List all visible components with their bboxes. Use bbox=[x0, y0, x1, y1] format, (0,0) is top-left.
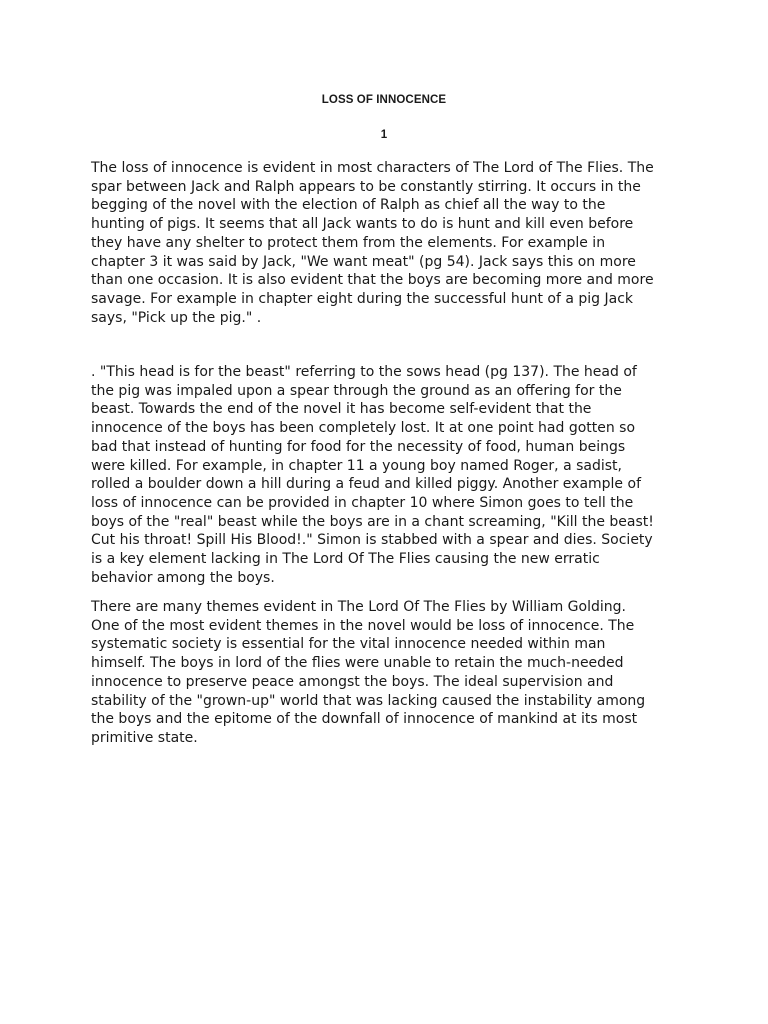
paragraph-line: the boys and the epitome of the downfall of innocence of mankind at its most bbox=[91, 711, 638, 728]
paragraph-line: beast. Towards the end of the novel it has become self-evident that the bbox=[91, 401, 592, 418]
paragraph-line: The loss of innocence is evident in most characters of The Lord of The Flies. The bbox=[91, 160, 654, 176]
paragraph-line: . "This head is for the beast" referring to the sows head (pg 137). The head of bbox=[91, 364, 637, 380]
page-number: 1 bbox=[380, 129, 388, 141]
paragraph-2 bbox=[91, 363, 681, 587]
paragraph-line: innocence to preserve peace amongst the boys. The ideal supervision and bbox=[91, 673, 614, 690]
paragraph-3 bbox=[91, 598, 681, 748]
paragraph-line: is a key element lacking in The Lord Of The Flies causing the new erratic bbox=[91, 551, 600, 568]
paragraph-line: boys of the "real" beast while the boys are in a chant screaming, "Kill the beast! bbox=[91, 513, 654, 530]
paragraph-line: hunting of pigs. It seems that all Jack wants to do is hunt and kill even before bbox=[91, 216, 634, 233]
paragraph-line: systematic society is essential for the vital innocence needed within man bbox=[91, 636, 606, 653]
paragraph-line: behavior among the boys. bbox=[91, 569, 275, 586]
paragraph-1 bbox=[91, 159, 681, 327]
paragraph-line: begging of the novel with the election of Ralph as chief all the way to the bbox=[91, 197, 606, 214]
paragraph-line: were killed. For example, in chapter 11 a young boy named Roger, a sadist, bbox=[91, 457, 622, 474]
paragraph-line: loss of innocence can be provided in chapter 10 where Simon goes to tell the bbox=[91, 494, 634, 511]
paragraph-line: they have any shelter to protect them from the elements. For example in bbox=[91, 234, 606, 251]
paragraph-line: One of the most evident themes in the novel would be loss of innocence. The bbox=[91, 617, 635, 634]
paragraph-line: bad that instead of hunting for food for the necessity of food, human beings bbox=[91, 438, 626, 455]
paragraph-line: stability of the "grown-up" world that was lacking caused the instability among bbox=[91, 692, 646, 709]
paragraph-line: rolled a boulder down a hill during a feud and killed piggy. Another example of bbox=[91, 476, 641, 493]
paragraph-line: Cut his throat! Spill His Blood!." Simon is stabbed with a spear and dies. Society bbox=[91, 532, 653, 549]
paragraph-line: primitive state. bbox=[91, 729, 198, 746]
paragraph-line: There are many themes evident in The Lord Of The Flies by William Golding. bbox=[91, 599, 626, 615]
paragraph-line: than one occasion. It is also evident that the boys are becoming more and more bbox=[91, 272, 654, 289]
document-title: LOSS OF INNOCENCE bbox=[321, 94, 447, 106]
paragraph-line: chapter 3 it was said by Jack, "We want meat" (pg 54). Jack says this on more bbox=[91, 253, 636, 270]
paragraph-line: innocence of the boys has been completely lost. It at one point had gotten so bbox=[91, 420, 636, 437]
paragraph-line: spar between Jack and Ralph appears to be constantly stirring. It occurs in the bbox=[91, 178, 641, 195]
paragraph-line: the pig was impaled upon a spear through the ground as an offering for the bbox=[91, 382, 622, 399]
paragraph-line: savage. For example in chapter eight during the successful hunt of a pig Jack bbox=[91, 290, 634, 307]
paragraph-line: says, "Pick up the pig." . bbox=[91, 309, 262, 326]
paragraph-line: himself. The boys in lord of the flies were unable to retain the much-needed bbox=[91, 655, 624, 672]
